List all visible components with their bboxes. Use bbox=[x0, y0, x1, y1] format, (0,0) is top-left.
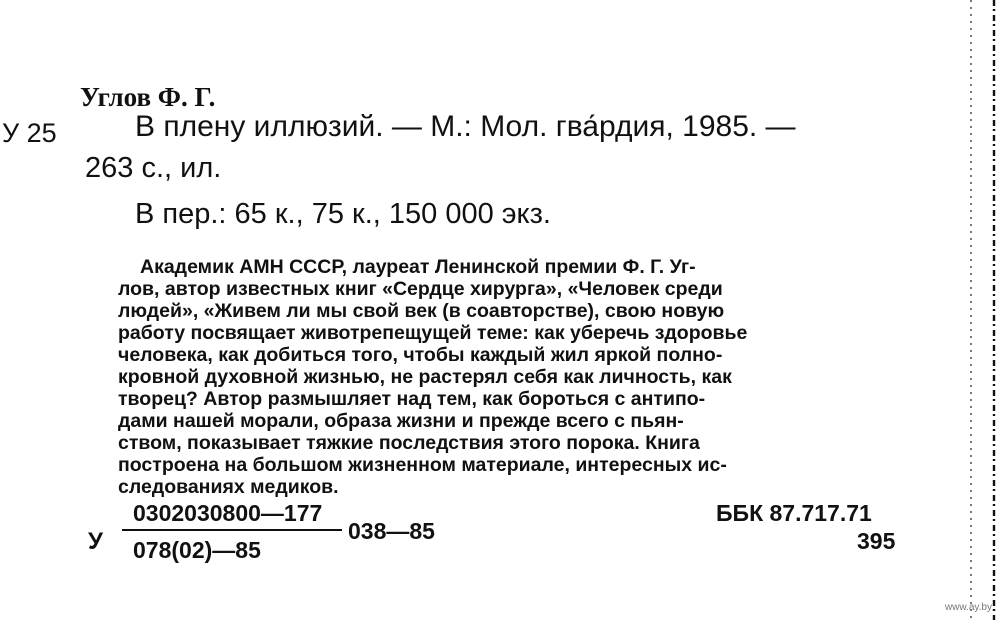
code-numerator: 0302030800—177 bbox=[133, 500, 323, 526]
annotation-line: лов, автор известных книг «Сердце хирурга», «Человек среди bbox=[118, 278, 723, 300]
code-side: 038—85 bbox=[348, 518, 435, 544]
author-name: Углов Ф. Г. bbox=[80, 82, 216, 112]
title-line-1: В плену иллюзий. — М.: Мол. гва́рдия, 1985. — bbox=[135, 110, 796, 143]
annotation-line: работу посвящает животрепещущей теме: как уберечь здоровье bbox=[118, 322, 748, 344]
annotation-line: дами нашей морали, образа жизни и прежде всего с пьян- bbox=[118, 410, 684, 432]
annotation-line: построена на большом жизненном материале, интересных ис- bbox=[118, 454, 727, 476]
watermark-text: www.ay.by bbox=[944, 602, 992, 613]
annotation-line: людей», «Живем ли мы свой век (в соавторстве), свою новую bbox=[118, 300, 725, 322]
perforated-edge bbox=[968, 0, 998, 620]
bbk-label: ББК 87.717.71 bbox=[716, 500, 872, 526]
fraction-rule bbox=[122, 529, 342, 531]
annotation-line: человека, как добиться того, чтобы каждый жил яркой полно- bbox=[118, 344, 723, 366]
annotation-line: творец? Автор размышляет над тем, как бороться с антипо- bbox=[118, 388, 706, 410]
bbk-number: 395 bbox=[857, 528, 896, 554]
bottom-index-letter: У bbox=[88, 528, 103, 555]
title-line-2: 263 с., ил. bbox=[85, 152, 222, 184]
annotation-line: кровной духовной жизнью, не растерял себя как личность, как bbox=[118, 366, 732, 388]
price-line: В пер.: 65 к., 75 к., 150 000 экз. bbox=[135, 198, 551, 230]
annotation-line: ством, показывает тяжкие последствия этого порока. Книга bbox=[118, 432, 700, 454]
annotation-line: Академик АМН СССР, лауреат Ленинской премии Ф. Г. Уг- bbox=[140, 256, 696, 278]
annotation-line: следованиях медиков. bbox=[118, 476, 339, 498]
code-denominator: 078(02)—85 bbox=[133, 537, 261, 563]
library-index: У 25 bbox=[2, 118, 57, 148]
